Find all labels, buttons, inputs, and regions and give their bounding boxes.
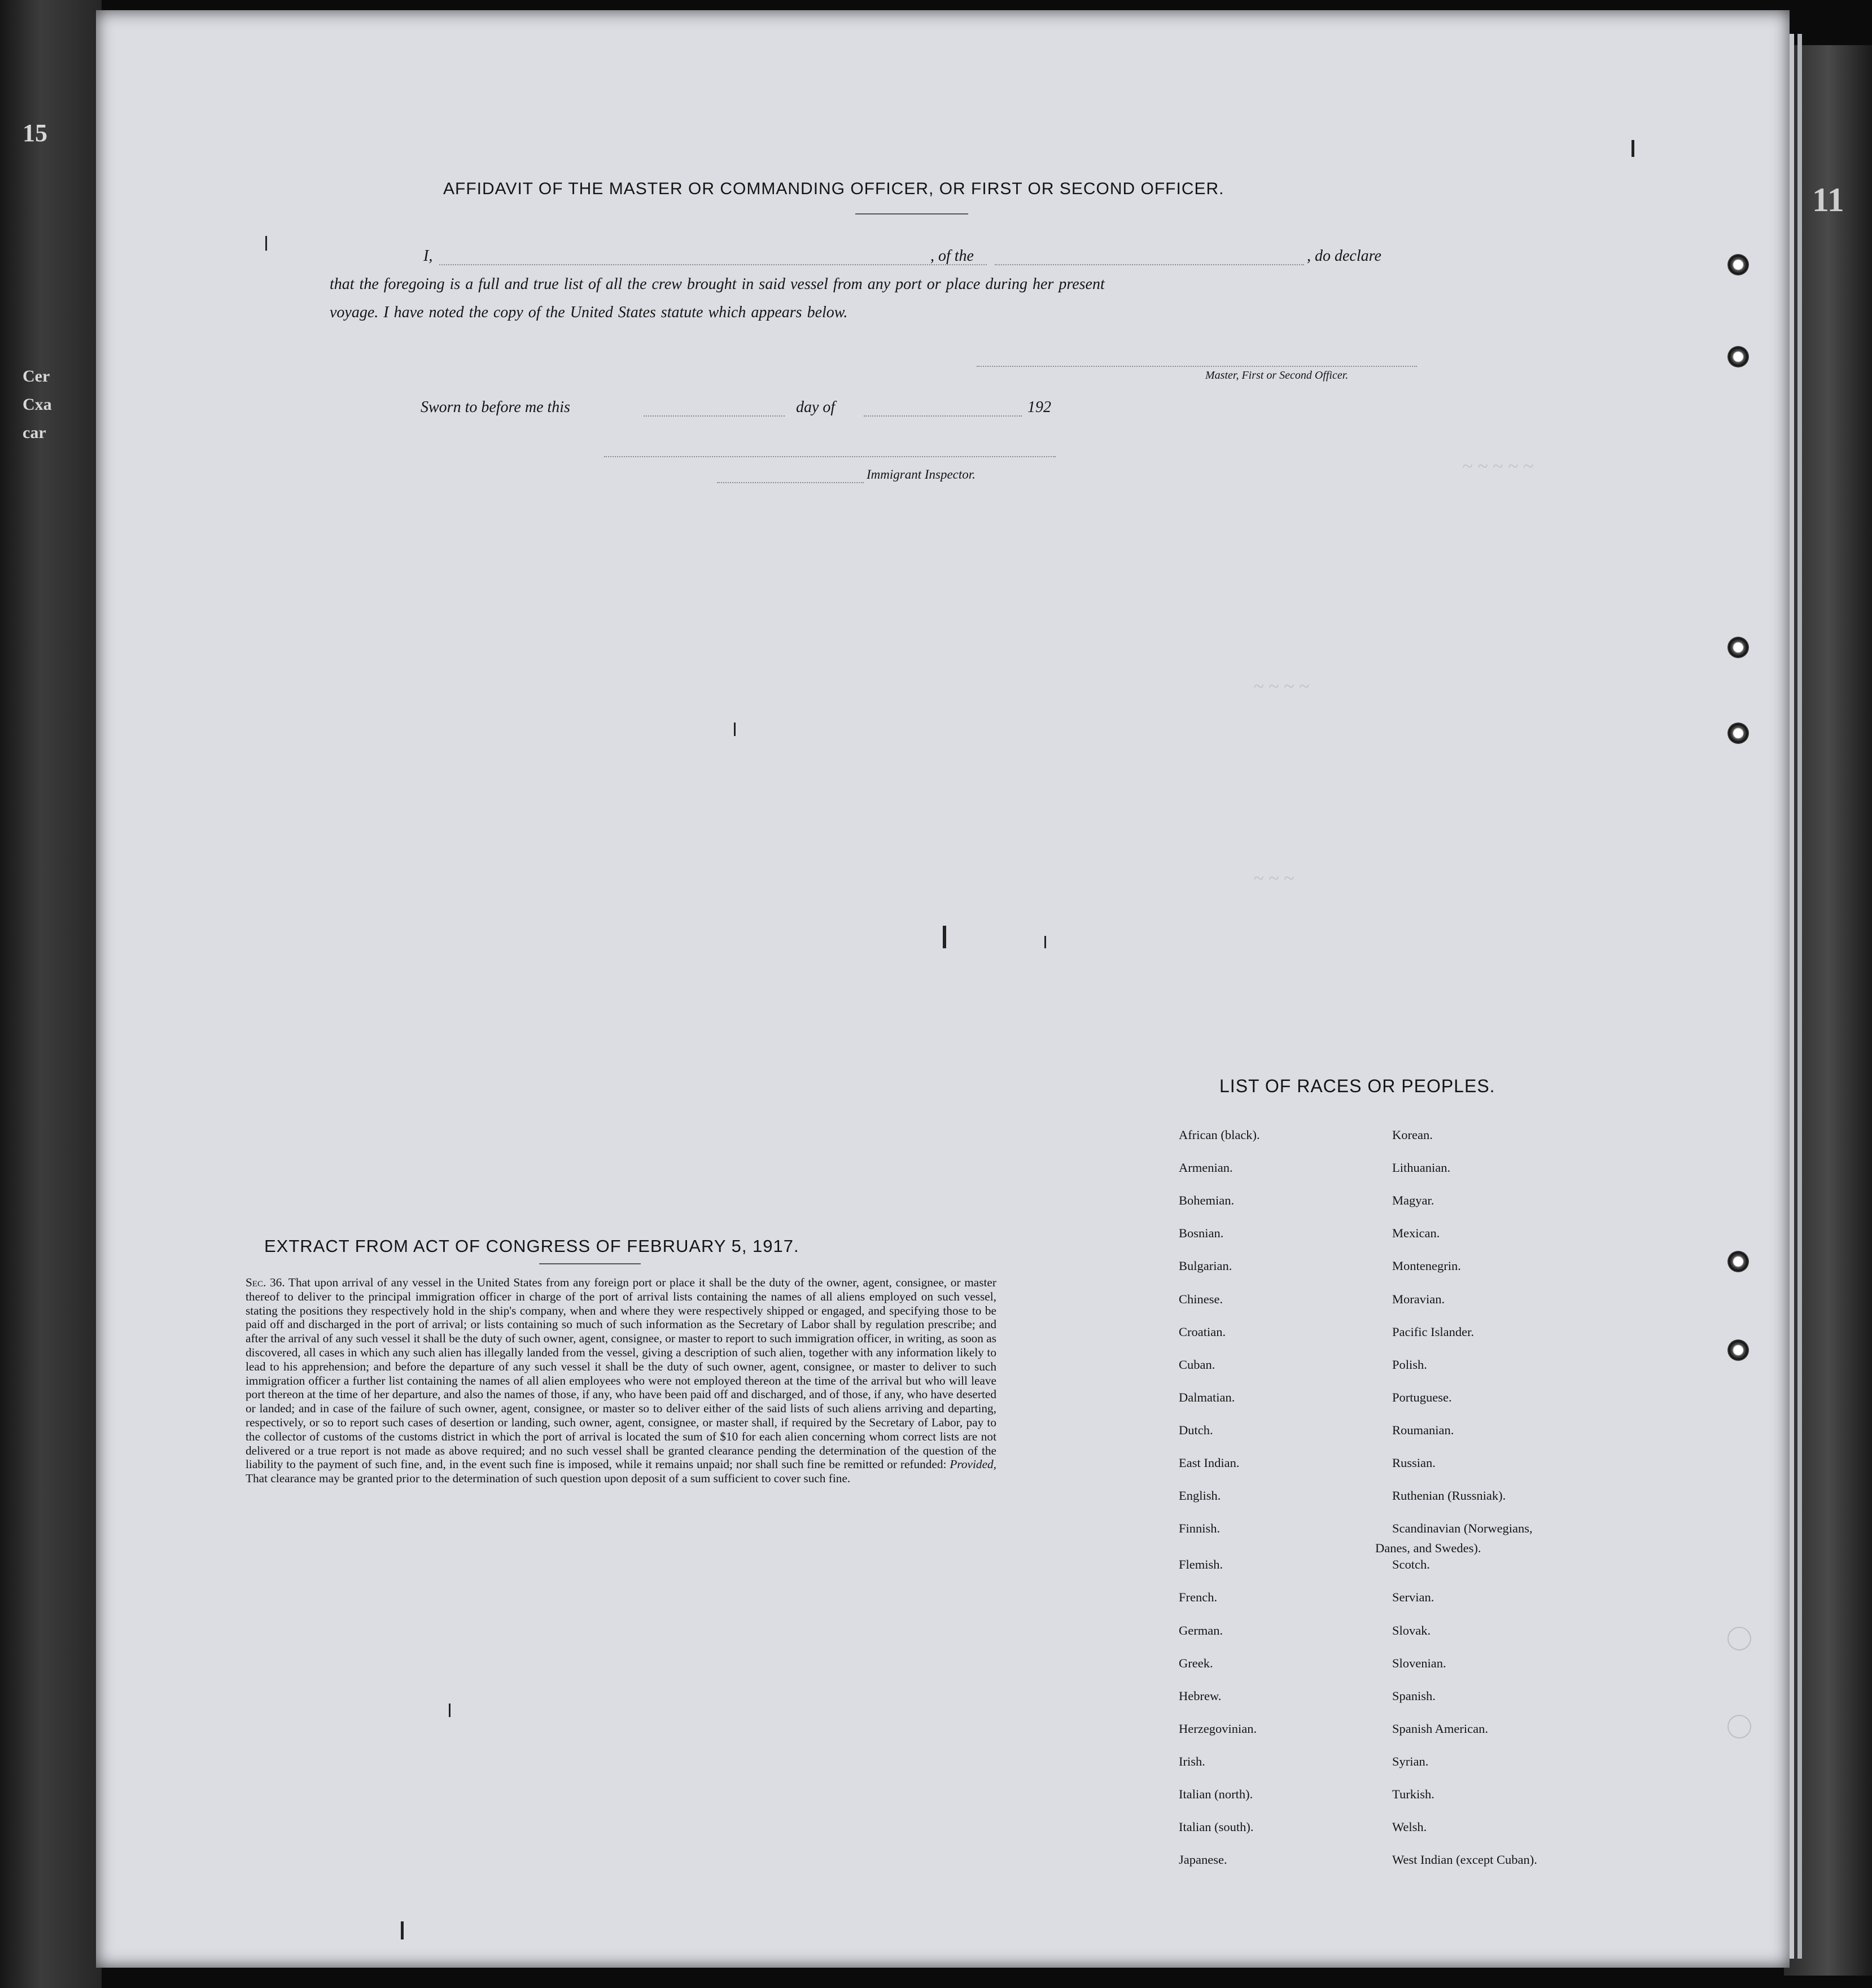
signature-label: Master, First or Second Officer. [1205, 369, 1349, 382]
sheet-edge [1797, 34, 1802, 1959]
race-item: Scandinavian (Norwegians, [1392, 1521, 1533, 1535]
scan-artifact [1044, 936, 1046, 948]
affidavit-of-the: , of the [930, 247, 974, 265]
race-item: Irish. [1179, 1754, 1205, 1768]
vessel-name-field[interactable] [995, 264, 1304, 265]
right-margin-number: 11 [1812, 181, 1844, 218]
statute-section-36 [246, 1276, 996, 1486]
race-item: Danes, and Swedes). [1375, 1541, 1481, 1555]
signature-field[interactable] [977, 366, 1417, 367]
race-item: Slovenian. [1392, 1656, 1446, 1670]
race-item: Russian. [1392, 1456, 1436, 1470]
bleed-through: ~ ~ ~ ~ ~ [1462, 456, 1533, 477]
races-title: LIST OF RACES OR PEOPLES. [1219, 1076, 1495, 1096]
punch-hole [1727, 722, 1749, 744]
inspector-signature-field[interactable] [604, 456, 1056, 457]
race-item: Portuguese. [1392, 1390, 1452, 1404]
race-item: Syrian. [1392, 1754, 1429, 1768]
race-item: Dalmatian. [1179, 1390, 1235, 1404]
race-item: Flemish. [1179, 1557, 1223, 1571]
provided-word: Provided, [950, 1457, 996, 1472]
inspector-name-field[interactable] [717, 482, 864, 483]
race-item: Chinese. [1179, 1292, 1223, 1306]
affidavit-title: AFFIDAVIT OF THE MASTER OR COMMANDING OFFICER, OR FIRST OR SECOND OFFICER. [443, 179, 1224, 198]
extract-rule [539, 1263, 641, 1264]
sworn-label: Sworn to before me this [421, 399, 570, 416]
left-margin-mark: Cxa [23, 395, 52, 414]
year-label: 192 [1027, 399, 1051, 416]
affidavit-do-declare: , do declare [1307, 247, 1381, 265]
race-item: Bosnian. [1179, 1226, 1224, 1240]
scan-artifact [943, 926, 946, 948]
left-margin-mark: car [23, 423, 46, 442]
punch-hole [1727, 637, 1749, 658]
statute-text-part-2: That clearance may be granted prior to the determination of such question upon deposit of a sum sufficient to cover such fine. [246, 1472, 851, 1486]
race-item: Polish. [1392, 1358, 1427, 1372]
extract-title: EXTRACT FROM ACT OF CONGRESS OF FEBRUARY 5, 1917. [264, 1236, 799, 1256]
race-item: Bohemian. [1179, 1193, 1235, 1207]
race-item: Turkish. [1392, 1787, 1434, 1801]
race-item: Dutch. [1179, 1423, 1213, 1437]
race-item: East Indian. [1179, 1456, 1240, 1470]
sworn-day-field[interactable] [644, 415, 785, 417]
race-item: French. [1179, 1590, 1218, 1604]
affidavit-line-3: voyage. I have noted the copy of the United States statute which appears below. [330, 304, 848, 321]
race-item: Slovak. [1392, 1623, 1431, 1637]
punch-hole [1727, 254, 1749, 275]
race-item: Croatian. [1179, 1325, 1226, 1339]
punch-hole [1727, 1627, 1751, 1650]
affidavit-line-2: that the foregoing is a full and true list of all the crew brought in said vessel from any port or place during her present [330, 275, 1105, 293]
punch-hole [1727, 1715, 1751, 1739]
bleed-through: ~ ~ ~ [1253, 868, 1294, 889]
race-item: Armenian. [1179, 1161, 1233, 1175]
bleed-through: ~ ~ ~ ~ [1253, 676, 1310, 697]
scan-artifact [449, 1704, 450, 1717]
race-item: Moravian. [1392, 1292, 1445, 1306]
day-of-label: day of [796, 399, 836, 416]
race-item: Greek. [1179, 1656, 1213, 1670]
race-item: Mexican. [1392, 1226, 1440, 1240]
statute-text-part-1: That upon arrival of any vessel in the United States from any foreign port or place it shall be the duty of the owner, agent, consignee, or master thereof to deliver to the principal immigration officer in charge of the port of arrival lists containing the names of all aliens employed on such vessel, stating the positions they respectively hold in the ship's company, when and where they were respectively shipped or engaged, and specifying those to be paid off and discharged in the port of arrival; or lists containing so much of such information as the Secretary of Labor shall by regulation prescribe; and after the arrival of any such vessel it shall be the duty of such owner, agent, consignee, or master to report to such immigration officer, in writing, as soon as discovered, all cases in which any such alien has illegally landed from the vessel, giving a description of such alien, together with any information likely to lead to his apprehension; and before the departure of any such vessel it shall be the duty of such owner, agent, consignee, or master to deliver to such immigration officer a further list containing the names of all alien employees who were not employed thereon at the time of the arrival but who will leave port thereon at the time of her departure, and also the names of those, if any, who have been paid off and discharged, and of those, if any, who have deserted or landed; and in case of the failure of such owner, agent, consignee, or master so to deliver either of the said lists of such aliens arriving and departing, respectively, or so to report such cases of desertion or landing, such owner, agent, consignee, or master shall, if required by the Secretary of Labor, pay to the collector of customs of the customs district in which the port of arrival is located the sum of $10 for each alien concerning whom correct lists are not delivered or a true report is not made as above required; and no such vessel shall be granted clearance pending the determination of the question of the liability to the payment of such fine, and, in the event such fine is imposed, while it remains unpaid; nor shall such fine be remitted or refunded: [246, 1276, 996, 1472]
race-item: African (black). [1179, 1128, 1260, 1142]
race-item: Spanish. [1392, 1689, 1436, 1703]
race-item: Scotch. [1392, 1557, 1430, 1571]
race-item: Servian. [1392, 1590, 1434, 1604]
race-item: Italian (north). [1179, 1787, 1253, 1801]
race-item: Cuban. [1179, 1358, 1215, 1372]
left-scan-edge [0, 0, 102, 1988]
scan-artifact [1632, 140, 1634, 157]
inspector-label: Immigrant Inspector. [867, 467, 976, 481]
race-item: Spanish American. [1392, 1722, 1488, 1736]
race-item: Bulgarian. [1179, 1259, 1232, 1273]
scan-artifact [734, 722, 736, 736]
race-item: German. [1179, 1623, 1223, 1637]
race-item: Italian (south). [1179, 1820, 1254, 1834]
race-item: Pacific Islander. [1392, 1325, 1474, 1339]
punch-hole [1727, 346, 1749, 367]
left-margin-mark: 15 [23, 119, 47, 147]
race-item: Lithuanian. [1392, 1161, 1451, 1175]
sworn-month-field[interactable] [864, 415, 1022, 417]
master-name-field[interactable] [439, 264, 987, 265]
race-item: English. [1179, 1488, 1221, 1503]
punch-hole [1727, 1339, 1749, 1361]
scan-artifact [265, 236, 267, 251]
left-margin-mark: Cer [23, 367, 50, 386]
race-item: Finnish. [1179, 1521, 1221, 1535]
race-item: West Indian (except Cuban). [1392, 1853, 1537, 1867]
race-item: Magyar. [1392, 1193, 1434, 1207]
punch-hole [1727, 1251, 1749, 1272]
race-item: Korean. [1392, 1128, 1433, 1142]
race-item: Ruthenian (Russniak). [1392, 1488, 1506, 1503]
race-item: Roumanian. [1392, 1423, 1454, 1437]
title-rule [855, 213, 968, 214]
section-label: Sec. 36. [246, 1276, 285, 1289]
scan-artifact [401, 1921, 404, 1939]
race-item: Welsh. [1392, 1820, 1427, 1834]
form-page [96, 10, 1790, 1968]
race-item: Montenegrin. [1392, 1259, 1461, 1273]
affidavit-i-label: I, [423, 247, 433, 265]
race-item: Herzegovinian. [1179, 1722, 1257, 1736]
race-item: Japanese. [1179, 1853, 1227, 1867]
race-item: Hebrew. [1179, 1689, 1222, 1703]
